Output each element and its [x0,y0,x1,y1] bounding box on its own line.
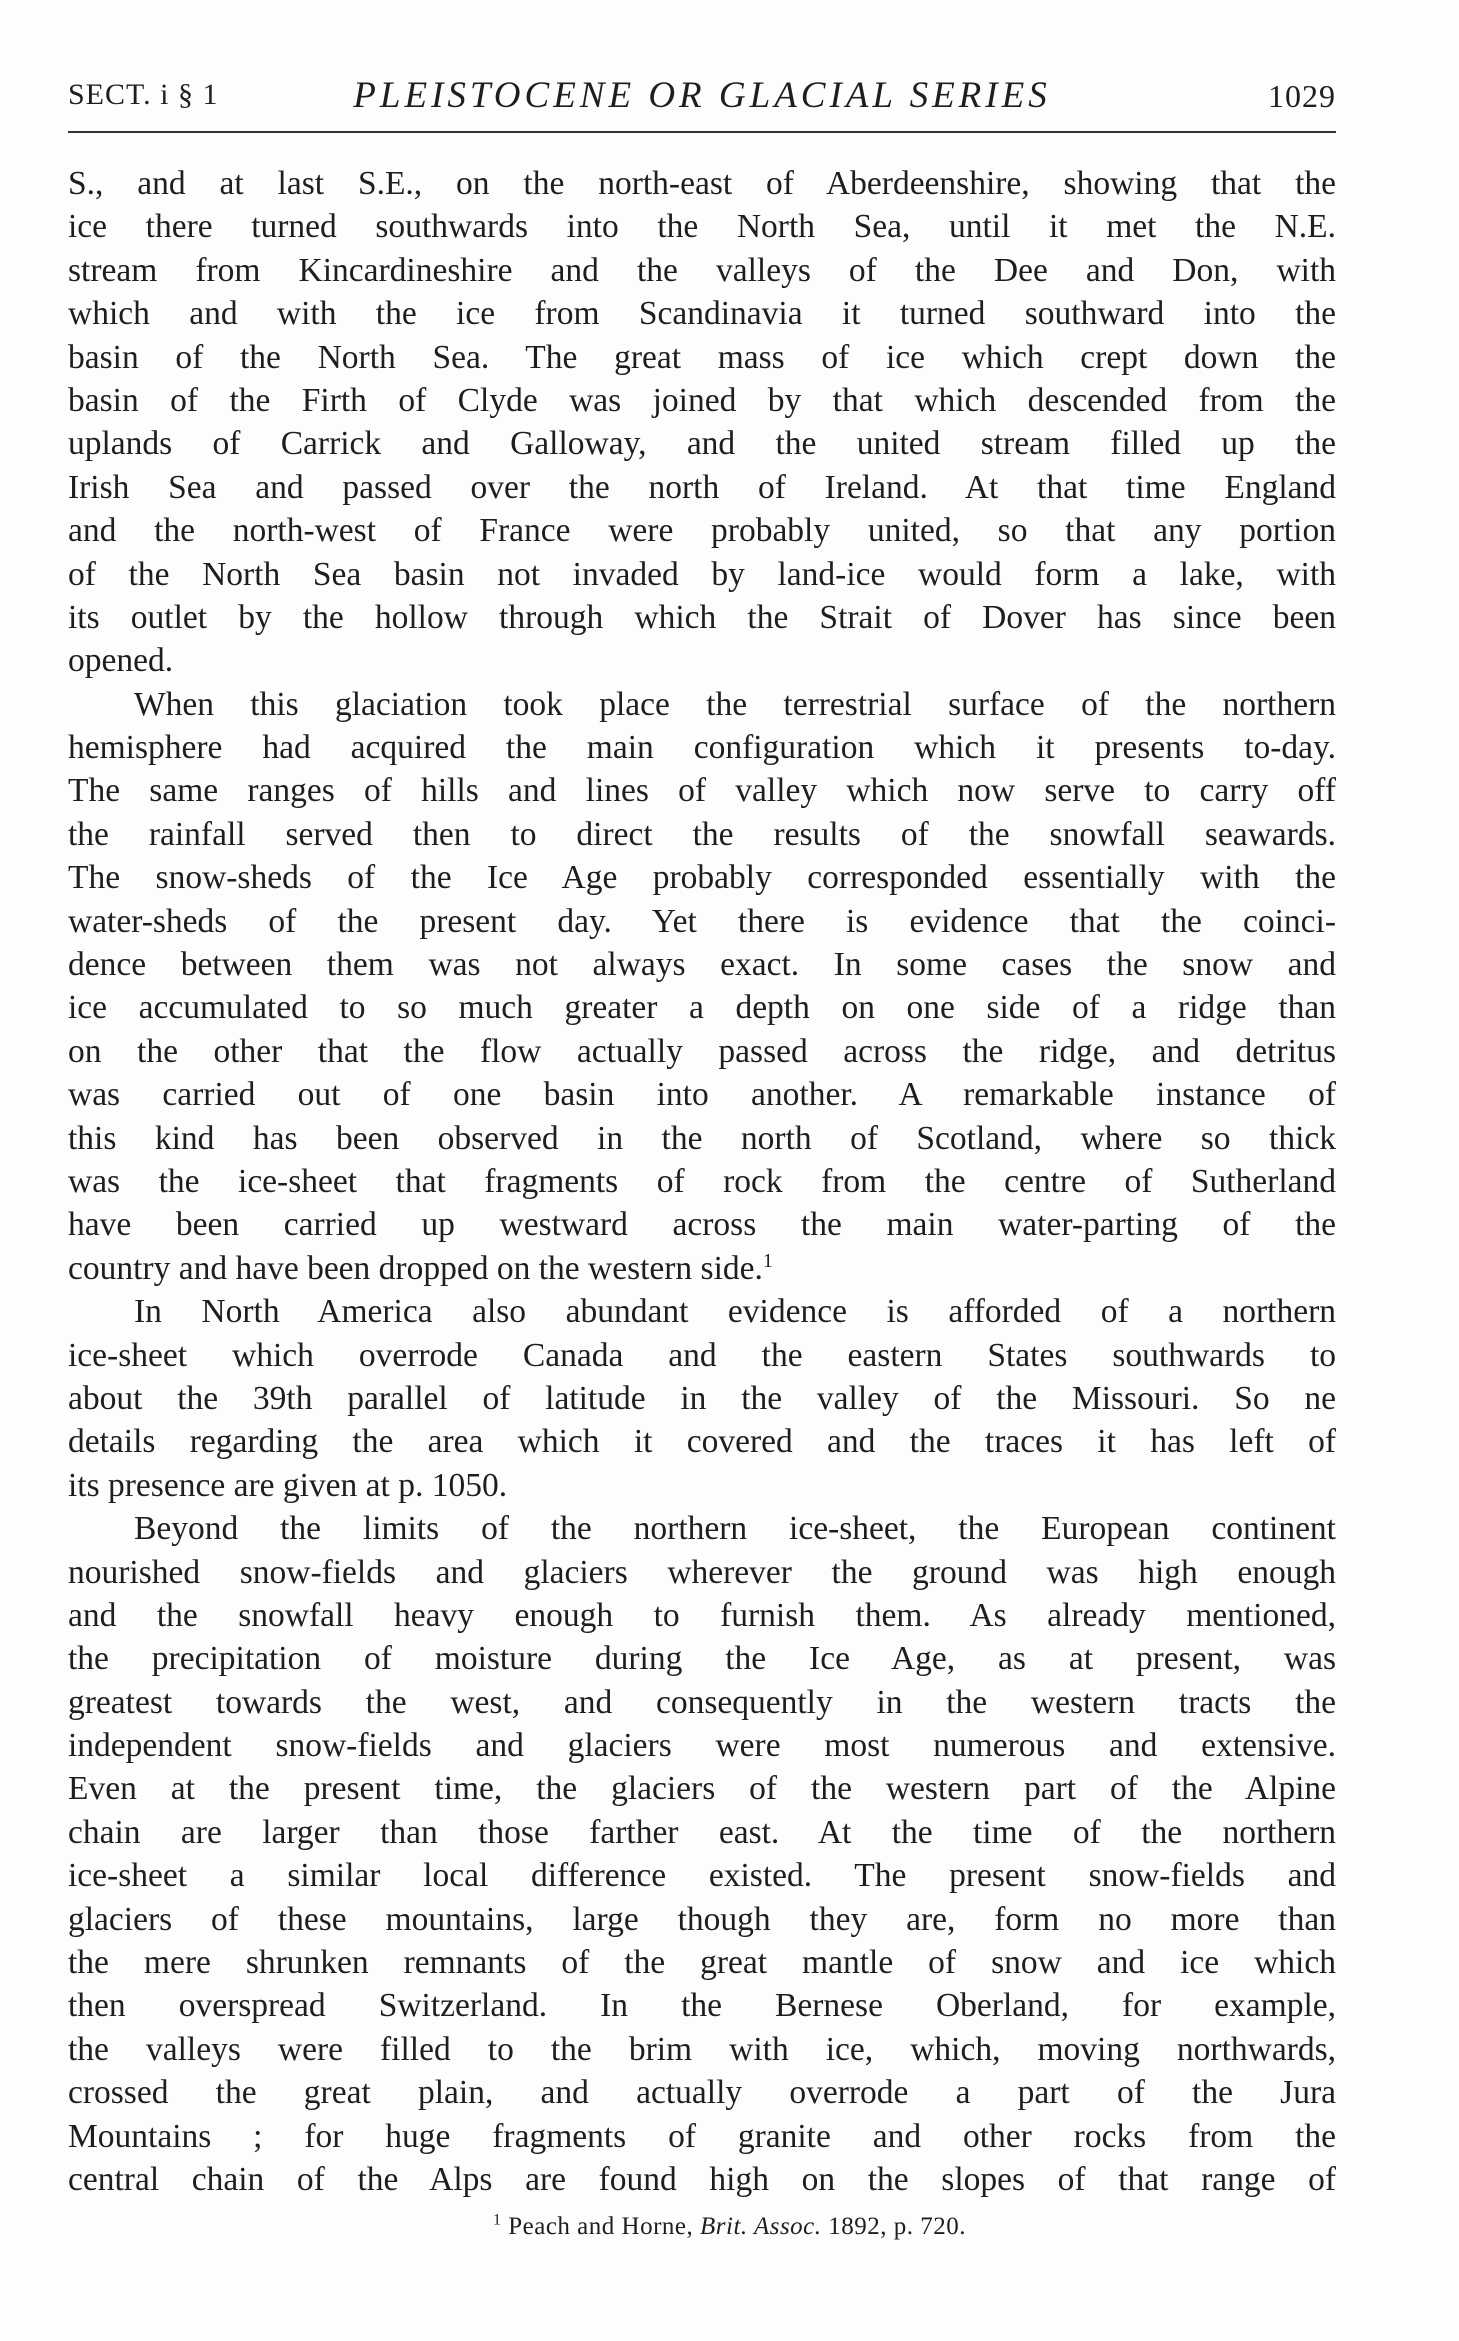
text-line: and the north-west of France were probably united, so that any portion [68,512,1336,550]
text-line: The snow-sheds of the Ice Age probably corresponded essentially with the [68,859,1336,897]
section-reference: SECT. i § 1 [68,78,219,111]
text-line: the precipitation of moisture during the Ice Age, as at present, was [68,1640,1336,1678]
text-line: dence between them was not always exact. In some cases the snow and [68,946,1336,984]
text-line: water-sheds of the present day. Yet there is evidence that the coinci- [68,902,1336,940]
text-line: central chain of the Alps are found high on the slopes of that range of [68,2160,1336,2198]
footnote-journal: Brit. Assoc. [700,2213,822,2240]
text-line: crossed the great plain, and actually overrode a part of the Jura [68,2074,1336,2112]
text-line: basin of the North Sea. The great mass of ice which crept down the [68,338,1336,376]
text-line: greatest towards the west, and consequently in the western tracts the [68,1683,1336,1721]
text-line: ice accumulated to so much greater a depth on one side of a ridge than [68,989,1336,1027]
running-title: PLEISTOCENE OR GLACIAL SERIES [353,75,1051,116]
text-line: stream from Kincardineshire and the valleys of the Dee and Don, with [68,251,1336,289]
text-line: uplands of Carrick and Galloway, and the united stream filled up the [68,425,1336,463]
text-line: of the North Sea basin not invaded by land-ice would form a lake, with [68,555,1336,593]
running-header [68,74,1336,126]
header-rule [68,131,1336,133]
text-line: its presence are given at p. 1050. [68,1466,508,1504]
text-line: details regarding the area which it covered and the traces it has left of [68,1423,1336,1461]
text-line: When this glaciation took place the terrestrial surface of the northern [134,685,1336,723]
body-text [68,162,1336,2201]
footnote-number: 1 [492,2211,502,2229]
text-line: The same ranges of hills and lines of valley which now serve to carry off [68,772,1336,810]
text-line: independent snow-fields and glaciers were most numerous and extensive. [68,1727,1336,1765]
text-line: was carried out of one basin into another. A remarkable instance of [68,1076,1336,1114]
text-line: Even at the present time, the glaciers of the western part of the Alpine [68,1770,1336,1808]
text-line: glaciers of these mountains, large though they are, form no more than [68,1900,1336,1938]
text-line: this kind has been observed in the north of Scotland, where so thick [68,1119,1336,1157]
text-line: on the other that the flow actually passed across the ridge, and detritus [68,1032,1336,1070]
footnote-marker: 1 [762,1249,773,1272]
text-line: ice-sheet a similar local difference existed. The present snow-fields and [68,1857,1336,1895]
text-line: chain are larger than those farther east. At the time of the northern [68,1813,1336,1851]
text-line: ice-sheet which overrode Canada and the eastern States southwards to [68,1336,1336,1374]
footnote-authors: Peach and Horne, [508,2213,694,2240]
text-line: Irish Sea and passed over the north of Ireland. At that time England [68,468,1336,506]
text-line: about the 39th parallel of latitude in the valley of the Missouri. So ne [68,1379,1336,1417]
text-line: ice there turned southwards into the North Sea, until it met the N.E. [68,208,1336,246]
text-line: the mere shrunken remnants of the great mantle of snow and ice which [68,1944,1336,1982]
text-line: have been carried up westward across the main water-parting of the [68,1206,1336,1244]
text-line: country and have been dropped on the western side. [68,1249,763,1287]
text-line: basin of the Firth of Clyde was joined by that which descended from the [68,381,1336,419]
text-line: In North America also abundant evidence is afforded of a northern [134,1293,1336,1331]
text-line: Mountains ; for huge fragments of granite and other rocks from the [68,2117,1336,2155]
text-line: opened. [68,642,174,680]
text-line: hemisphere had acquired the main configuration which it presents to-day. [68,729,1336,767]
text-line: was the ice-sheet that fragments of rock from the centre of Sutherland [68,1162,1336,1200]
text-line-with-footnote [68,1247,1336,1290]
text-line: S., and at last S.E., on the north-east of Aberdeenshire, showing that the [68,165,1336,202]
text-line: Beyond the limits of the northern ice-sheet, the European continent [134,1510,1336,1548]
text-line: its outlet by the hollow through which the Strait of Dover has since been [68,598,1336,636]
text-line: nourished snow-fields and glaciers wherever the ground was high enough [68,1553,1336,1591]
footnote [0,2213,1459,2241]
text-line: the rainfall served then to direct the results of the snowfall seawards. [68,815,1336,853]
text-line: the valleys were filled to the brim with ice, which, moving northwards, [68,2030,1336,2068]
text-line: and the snowfall heavy enough to furnish them. As already mentioned, [68,1596,1336,1634]
text-line: then overspread Switzerland. In the Bernese Oberland, for example, [68,1987,1336,2025]
page-number: 1029 [1268,78,1336,114]
footnote-details: 1892, p. 720. [828,2213,967,2240]
text-line: which and with the ice from Scandinavia it turned southward into the [68,295,1336,333]
